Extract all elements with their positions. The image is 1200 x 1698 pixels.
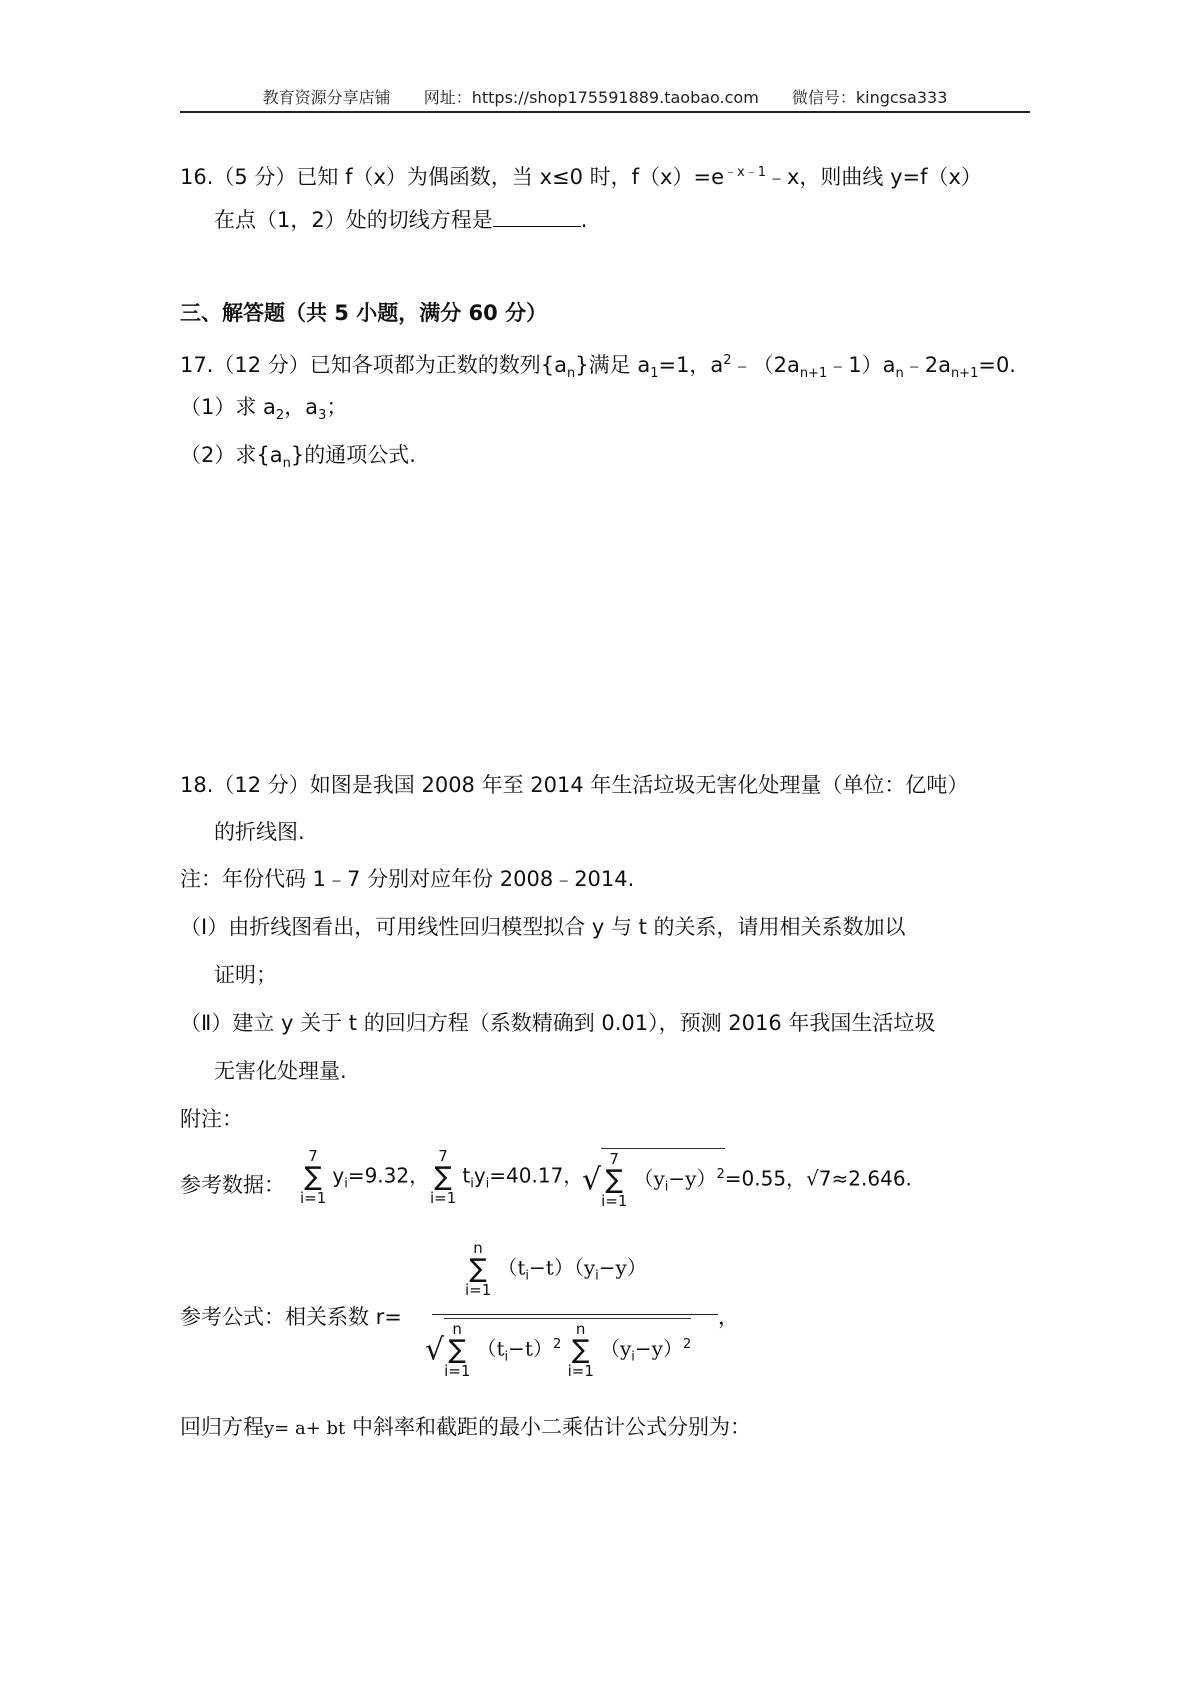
radicand bbox=[601, 1148, 725, 1209]
sigma-sum-1 bbox=[300, 1148, 326, 1206]
den-sub-i: i bbox=[504, 1349, 509, 1365]
q17-t1: 17.（12 分）已知各项都为正数的数列{a bbox=[180, 353, 568, 377]
sigma-1: ∑ bbox=[304, 1162, 322, 1192]
den2-top: n bbox=[575, 1320, 586, 1338]
q17-sub-1: 1 bbox=[650, 366, 659, 382]
sum2-top: 7 bbox=[438, 1147, 448, 1165]
den-y: （y bbox=[599, 1336, 632, 1361]
den-sq2: 2 bbox=[682, 1336, 692, 1352]
den2-bottom: i=1 bbox=[567, 1362, 594, 1380]
q18-p1-line1: （Ⅰ）由折线图看出，可用线性回归模型拟合 y 与 t 的关系，请用相关系数加以 bbox=[180, 915, 906, 939]
q16-exponent: ﹣x﹣1 bbox=[724, 165, 766, 180]
sum-y bbox=[300, 1148, 429, 1206]
eq1: =9.32， bbox=[347, 1163, 430, 1188]
t-var: t bbox=[462, 1163, 471, 1188]
q17-part1 bbox=[180, 392, 347, 431]
answer-blank[interactable] bbox=[493, 204, 581, 227]
sub-i-4: i bbox=[664, 1179, 669, 1195]
sigma-den1-sym: ∑ bbox=[448, 1335, 466, 1365]
sigma-den2-sym: ∑ bbox=[571, 1335, 590, 1365]
num-top: n bbox=[473, 1239, 483, 1257]
header-rule bbox=[180, 111, 1030, 113]
sub-i: i bbox=[344, 1176, 348, 1192]
num-y: （y bbox=[573, 1255, 596, 1280]
fraction-bar bbox=[432, 1314, 718, 1315]
sum3-bottom: i=1 bbox=[601, 1192, 628, 1210]
q17-sub-n: n bbox=[567, 366, 576, 382]
num-sub-i2: i bbox=[595, 1268, 599, 1284]
header-shop: 教育资源分享店铺 bbox=[262, 88, 391, 107]
q17-p1b: ，a bbox=[284, 395, 319, 419]
den-y-bar: −y bbox=[634, 1336, 663, 1361]
sum1-top: 7 bbox=[308, 1147, 318, 1165]
sqrt7: √7 bbox=[806, 1166, 832, 1191]
num-close: ） bbox=[553, 1255, 574, 1280]
sigma-sum-3 bbox=[601, 1151, 627, 1209]
q17-p1a: （1）求 a bbox=[180, 395, 276, 419]
num-y-bar: −y bbox=[598, 1255, 627, 1280]
radical-sign: √ bbox=[582, 1162, 602, 1198]
sum3-top: 7 bbox=[609, 1150, 619, 1168]
q17-sub-np1b: n+1 bbox=[950, 366, 979, 382]
section-title: 三、解答题（共 5 小题，满分 60 分） bbox=[180, 301, 548, 325]
q17-p2b: }的通项公式. bbox=[290, 443, 416, 467]
q16-text-b: ﹣x，则曲线 y=f（x） bbox=[765, 165, 982, 189]
den-t-bar: −t bbox=[508, 1336, 533, 1361]
den1-top: n bbox=[452, 1320, 462, 1338]
y-var: y bbox=[332, 1163, 345, 1188]
corr-denominator bbox=[425, 1318, 691, 1379]
sub-i-2: i bbox=[470, 1176, 474, 1192]
sq: 2 bbox=[716, 1166, 725, 1182]
q18-line1: 18.（12 分）如图是我国 2008 年至 2014 年生活垃圾无害化处理量（单位：亿吨） bbox=[180, 773, 969, 797]
q16-text-d: . bbox=[580, 208, 588, 232]
q17-p2a: （2）求{a bbox=[180, 443, 283, 467]
regression-a: 回归方程 bbox=[180, 1415, 264, 1439]
corr-numerator bbox=[465, 1240, 647, 1298]
header-wechat: 微信号：kingcsa333 bbox=[791, 88, 948, 107]
denom-radical: √ bbox=[425, 1332, 445, 1368]
eq3: =0.55， bbox=[724, 1166, 807, 1191]
sigma-3: ∑ bbox=[605, 1165, 623, 1195]
y-var-2: y bbox=[473, 1163, 486, 1188]
header-url: 网址：https://shop175591889.taobao.com bbox=[423, 88, 759, 107]
regression-eq: y= a+ bt bbox=[264, 1418, 346, 1439]
q16-text-a: 16.（5 分）已知 f（x）为偶函数，当 x≤0 时，f（x）=e bbox=[180, 165, 724, 189]
q17-sub-np1: n+1 bbox=[799, 366, 828, 382]
den-close2: ） bbox=[662, 1336, 683, 1361]
q18-p2-line1: （Ⅱ）建立 y 关于 t 的回归方程（系数精确到 0.01），预测 2016 年我国生活垃圾 bbox=[180, 1011, 936, 1035]
sigma-sum-2 bbox=[430, 1148, 456, 1206]
q17-t6: ﹣2a bbox=[903, 353, 951, 377]
ref-formula-label: 参考公式：相关系数 r= bbox=[180, 1305, 402, 1329]
q17-t4: ﹣（2a bbox=[731, 353, 800, 377]
den-t: （t bbox=[476, 1336, 505, 1361]
q17-sup-2: 2 bbox=[723, 353, 732, 368]
sigma-num-sym: ∑ bbox=[469, 1254, 487, 1284]
q17-t5: ﹣1）a bbox=[827, 353, 896, 377]
sum1-bottom: i=1 bbox=[300, 1189, 327, 1207]
den-sq1: 2 bbox=[552, 1336, 562, 1352]
num-bottom: i=1 bbox=[465, 1281, 492, 1299]
q17-sub-2: 2 bbox=[275, 408, 285, 424]
regression-line bbox=[180, 1412, 751, 1444]
den-close: ） bbox=[532, 1336, 553, 1361]
regression-c: 中斜率和截距的最小二乘估计公式分别为： bbox=[345, 1415, 751, 1439]
sub-i-3: i bbox=[485, 1176, 490, 1192]
dev-y: （y bbox=[633, 1166, 665, 1191]
sigma-2: ∑ bbox=[434, 1162, 452, 1192]
den-sub-i2: i bbox=[631, 1349, 635, 1365]
num-t: （t bbox=[497, 1255, 526, 1280]
q17-t7: =0. bbox=[978, 353, 1016, 377]
q18-line2: 的折线图. bbox=[214, 820, 305, 844]
q17-sub-n2: n bbox=[895, 366, 904, 382]
q16-line1 bbox=[180, 158, 982, 192]
q17-part2 bbox=[180, 440, 416, 479]
num-sub-i: i bbox=[525, 1268, 530, 1284]
sqrt-sum bbox=[582, 1148, 912, 1209]
q17-t3: =1，a bbox=[658, 353, 724, 377]
q17-t2: }满足 a bbox=[575, 353, 651, 377]
q17-p1c: ； bbox=[326, 395, 348, 419]
q17-sub-n3: n bbox=[282, 456, 291, 472]
num-close2: ） bbox=[626, 1255, 647, 1280]
sum2-bottom: i=1 bbox=[430, 1189, 457, 1207]
eq2: =40.17， bbox=[489, 1163, 584, 1188]
sigma-num bbox=[465, 1240, 491, 1298]
ref-data-label: 参考数据： bbox=[180, 1173, 285, 1197]
sigma-den-2 bbox=[568, 1321, 594, 1379]
q16-text-c: 在点（1，2）处的切线方程是 bbox=[214, 208, 493, 232]
q18-appendix: 附注： bbox=[180, 1107, 243, 1131]
dev-close: ） bbox=[696, 1166, 717, 1191]
formula-comma: ， bbox=[718, 1305, 739, 1329]
sum-ty bbox=[430, 1148, 583, 1206]
sigma-den-1 bbox=[444, 1321, 470, 1379]
dev-y-bar: −y bbox=[668, 1166, 697, 1191]
denom-radicand bbox=[444, 1318, 691, 1379]
page-header bbox=[180, 85, 1030, 108]
q18-p1-line2: 证明； bbox=[214, 963, 277, 987]
den1-bottom: i=1 bbox=[444, 1362, 471, 1380]
q17-sub-3: 3 bbox=[318, 408, 327, 424]
approx: ≈2.646. bbox=[831, 1166, 912, 1191]
q16-line2 bbox=[214, 204, 587, 235]
q18-p2-line2: 无害化处理量. bbox=[214, 1059, 347, 1083]
num-t-bar: −t bbox=[529, 1255, 554, 1280]
q18-note: 注：年份代码 1﹣7 分别对应年份 2008﹣2014. bbox=[180, 867, 635, 891]
q17-line1 bbox=[180, 346, 1016, 389]
